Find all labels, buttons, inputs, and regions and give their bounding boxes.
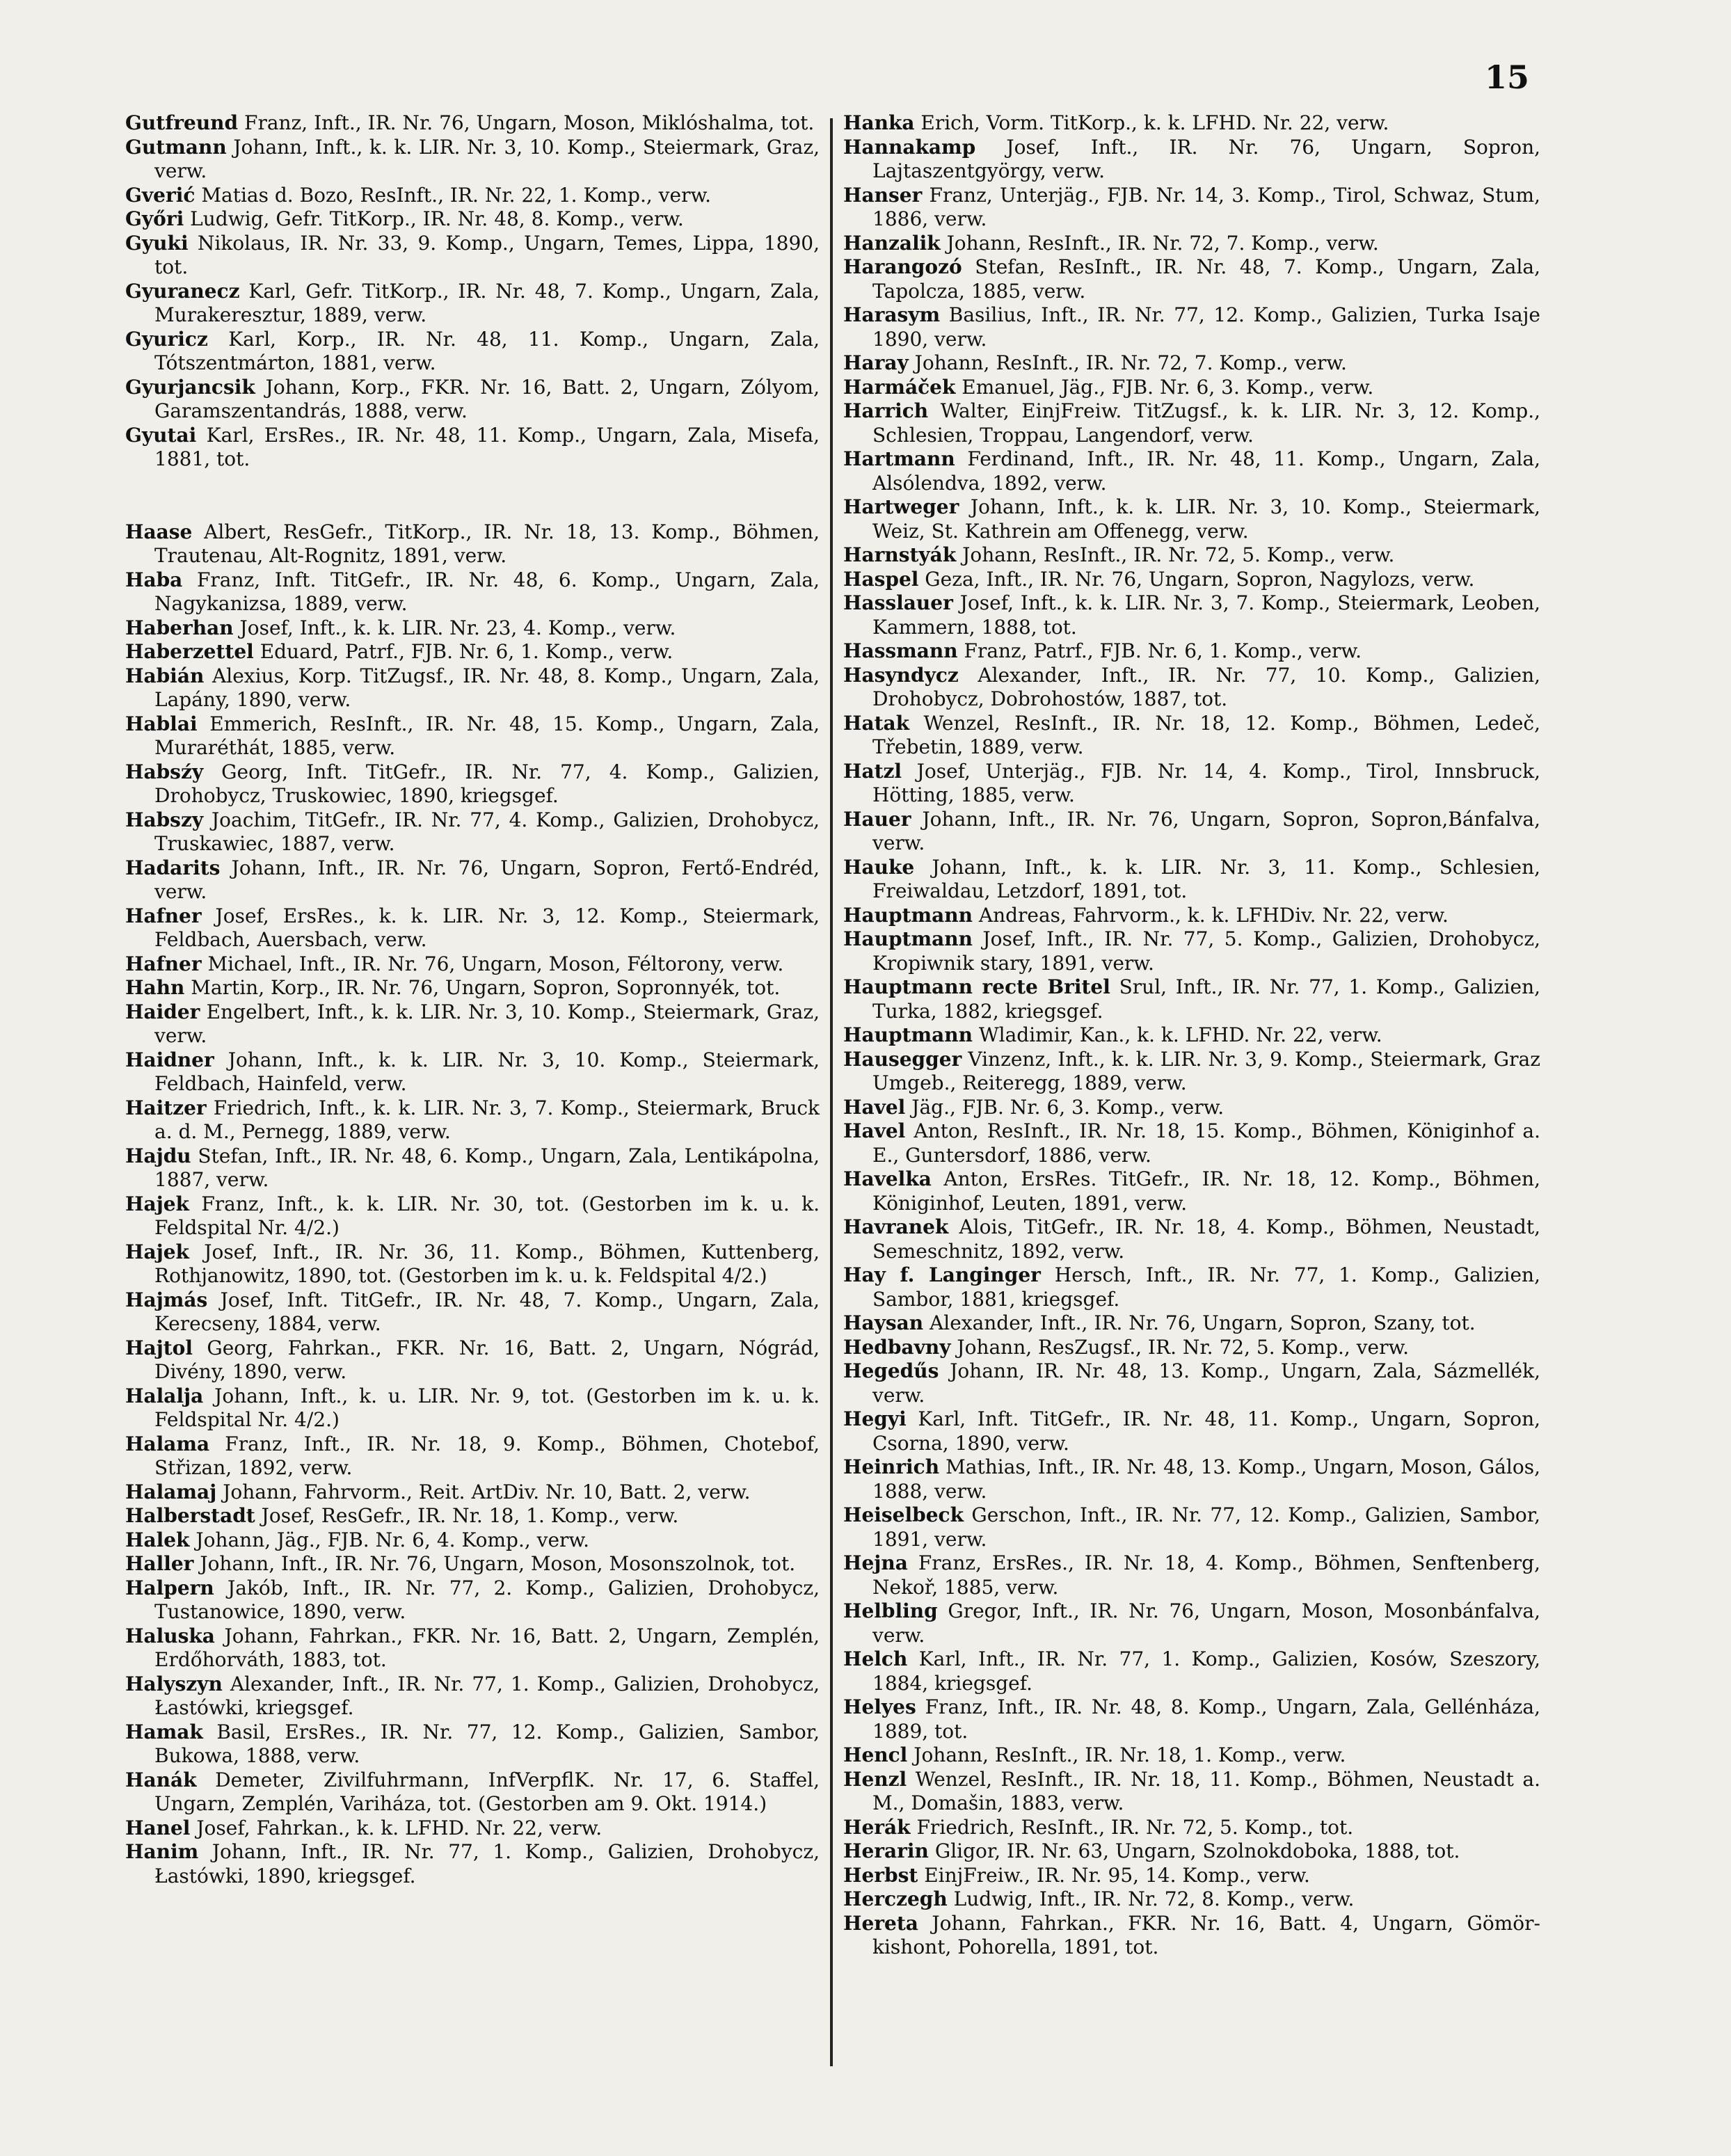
column-divider (830, 118, 833, 2066)
entry-text: Johann, Korp., FKR. Nr. 16, Batt. 2, Ungarn, Zólyom, Garamszentandrás, 1888, verw. (154, 375, 820, 422)
entry-text: Ferdinand, Inft., IR. Nr. 48, 11. Komp., Ungarn, Zala, Alsólendva, 1892, verw. (872, 447, 1540, 495)
entry (843, 1816, 1540, 1840)
entry-text: Josef, ResGefr., IR. Nr. 18, 1. Komp., verw. (261, 1504, 679, 1527)
entry (843, 568, 1540, 592)
entry-text: Franz, Inft., IR. Nr. 76, Ungarn, Moson, Miklóshalma, tot. (244, 111, 815, 134)
entry (843, 1336, 1540, 1360)
entry-name: Haase (125, 520, 193, 543)
entry-name: Halama (125, 1432, 210, 1455)
entry (125, 952, 820, 977)
entry (843, 255, 1540, 303)
entry-name: Halalja (125, 1384, 204, 1407)
entry (125, 1504, 820, 1528)
entry-text: Josef, Inft., IR. Nr. 76, Ungarn, Sopron, Lajtaszentgyörgy, verw. (872, 135, 1541, 182)
entry (843, 1359, 1540, 1407)
entry (843, 232, 1540, 256)
entry (843, 351, 1540, 376)
entry (843, 1768, 1540, 1816)
entry (125, 1432, 820, 1480)
entry (125, 1240, 820, 1288)
entry-name: Halek (125, 1528, 190, 1551)
entry (843, 1912, 1540, 1960)
entry-name: Hauptmann recte Britel (843, 975, 1110, 998)
entry (843, 591, 1540, 639)
entry (125, 1624, 820, 1672)
entry-text: Johann, ResInft., IR. Nr. 18, 1. Komp., verw. (914, 1743, 1346, 1766)
entry-text: Johann, ResInft., IR. Nr. 72, 5. Komp., verw. (962, 543, 1395, 566)
entry-name: Haspel (843, 567, 919, 591)
entry-name: Hauptmann (843, 1023, 973, 1046)
entry-name: Hamak (125, 1720, 203, 1743)
entry (843, 111, 1540, 136)
section-gap (125, 472, 820, 520)
entry-text: Anton, ErsRes. TitGefr., IR. Nr. 18, 12. Komp., Böhmen, Königinhof, Leuten, 1891, verw. (872, 1167, 1540, 1215)
entry (843, 399, 1540, 447)
entry (843, 1887, 1540, 1912)
entry-name: Habsźy (125, 760, 204, 783)
entry (125, 1528, 820, 1553)
entry (125, 1552, 820, 1576)
entry (843, 1263, 1540, 1311)
entry-text: Johann, Inft., k. u. LIR. Nr. 9, tot. (Gestorben im k. u. k. Feldspital Nr. 4/2.) (154, 1384, 820, 1431)
entry-text: Franz, Inft. TitGefr., IR. Nr. 48, 6. Komp., Ungarn, Zala, Nagykanizsa, 1889, verw. (154, 568, 820, 615)
entry (125, 520, 820, 568)
entry (125, 1192, 820, 1240)
entry (843, 1599, 1540, 1647)
entry (843, 303, 1540, 351)
entry-text: Johann, Inft., k. k. LIR. Nr. 3, 10. Komp., Steiermark, Graz, verw. (154, 135, 820, 182)
entry-name: Halamaj (125, 1480, 217, 1503)
entry (125, 232, 820, 280)
entry-name: Hablai (125, 712, 198, 735)
entry-name: Hahn (125, 976, 185, 999)
entry (843, 1503, 1540, 1551)
entry-text: Ludwig, Gefr. TitKorp., IR. Nr. 48, 8. Komp., verw. (190, 207, 684, 230)
entry (843, 975, 1540, 1023)
entry-name: Hegedűs (843, 1359, 939, 1382)
entry-text: Alexander, Inft., IR. Nr. 76, Ungarn, Sopron, Szany, tot. (930, 1311, 1476, 1334)
entry-text: Johann, ResInft., IR. Nr. 72, 7. Komp., verw. (946, 231, 1379, 255)
entry-name: Heiselbeck (843, 1503, 964, 1526)
entry-text: Johann, Inft., IR. Nr. 76, Ungarn, Sopron, Fertő-Endréd, verw. (154, 856, 820, 903)
entry-text: Franz, Patrf., FJB. Nr. 6, 1. Komp., verw. (964, 639, 1362, 662)
entry-name: Haluska (125, 1624, 215, 1647)
entry-text: Karl, ErsRes., IR. Nr. 48, 11. Komp., Ungarn, Zala, Misefa, 1881, tot. (154, 423, 820, 470)
entry-name: Hasyndycz (843, 663, 959, 687)
entry (125, 1816, 820, 1841)
entry (843, 1695, 1540, 1743)
entry-name: Herák (843, 1815, 911, 1839)
entry-name: Hanser (843, 183, 923, 207)
entry-text: Alexius, Korp. TitZugsf., IR. Nr. 48, 8. Komp., Ungarn, Zala, Lapány, 1890, verw. (154, 664, 820, 711)
entry-text: Karl, Korp., IR. Nr. 48, 11. Komp., Ungarn, Zala, Tótszentmárton, 1881, verw. (154, 327, 820, 374)
entry (843, 1407, 1540, 1455)
entry-name: Herbst (843, 1863, 918, 1887)
entry-text: Jakób, Inft., IR. Nr. 77, 2. Komp., Galizien, Drohobycz, Tustanowice, 1890, verw. (154, 1576, 820, 1623)
entry-text: Anton, ResInft., IR. Nr. 18, 15. Komp., Böhmen, Königinhof a. E., Guntersdorf, 1886, verw. (872, 1119, 1540, 1167)
entry-text: Johann, Inft., IR. Nr. 77, 1. Komp., Galizien, Drohobycz, Łastówki, 1890, kriegsgef. (154, 1840, 820, 1887)
entry-text: Johann, ResInft., IR. Nr. 72, 7. Komp., verw. (914, 351, 1347, 374)
entry-name: Harrich (843, 399, 929, 422)
entry (843, 1215, 1540, 1263)
entry (125, 1096, 820, 1144)
entry-text: Friedrich, Inft., k. k. LIR. Nr. 3, 7. Komp., Steiermark, Bruck a. d. M., Pernegg, 1889, verw. (154, 1096, 820, 1143)
entry-text: Gerschon, Inft., IR. Nr. 77, 12. Komp., Galizien, Sambor, 1891, verw. (872, 1503, 1540, 1551)
entry (843, 1647, 1540, 1695)
entry-name: Hereta (843, 1911, 918, 1935)
entry-text: Gligor, IR. Nr. 63, Ungarn, Szolnokdoboka, 1888, tot. (934, 1839, 1460, 1862)
entry-text: Eduard, Patrf., FJB. Nr. 6, 1. Komp., verw. (260, 640, 673, 663)
entry-name: Herczegh (843, 1887, 948, 1910)
entry-text: Franz, ErsRes., IR. Nr. 18, 4. Komp., Böhmen, Senftenberg, Nekoř, 1885, verw. (872, 1551, 1540, 1599)
entry-name: Haidner (125, 1048, 214, 1071)
entry (125, 1840, 820, 1888)
entry-name: Hajdu (125, 1144, 191, 1167)
entry-name: Hassmann (843, 639, 958, 662)
entry (125, 976, 820, 1000)
entry-name: Hanák (125, 1768, 197, 1791)
entry (843, 1096, 1540, 1120)
entry-text: Andreas, Fahrvorm., k. k. LFHDiv. Nr. 22, verw. (978, 903, 1449, 927)
entry-text: EinjFreiw., IR. Nr. 95, 14. Komp., verw. (924, 1863, 1310, 1887)
entry (125, 136, 820, 184)
entry-name: Haberhan (125, 616, 234, 639)
entry-name: Hannakamp (843, 135, 976, 159)
entry-name: Hegyi (843, 1407, 907, 1430)
entry (125, 808, 820, 856)
entry-name: Hajek (125, 1192, 189, 1215)
entry-name: Helch (843, 1647, 908, 1670)
entry (125, 376, 820, 424)
entry-text: Franz, Inft., k. k. LIR. Nr. 30, tot. (Gestorben im k. u. k. Feldspital Nr. 4/2.) (154, 1192, 820, 1239)
entry (125, 760, 820, 808)
entry-name: Haba (125, 568, 183, 591)
entry-text: Albert, ResGefr., TitKorp., IR. Nr. 18, 13. Komp., Böhmen, Trautenau, Alt-Rognitz, 1891, verw. (154, 520, 820, 567)
entry (125, 904, 820, 952)
entry-name: Hatzl (843, 759, 902, 783)
entry (125, 568, 820, 616)
entry (843, 1864, 1540, 1888)
entry (125, 328, 820, 376)
entry (843, 1048, 1540, 1096)
entry-name: Gyutai (125, 423, 197, 447)
entry (843, 927, 1540, 975)
entry-text: Josef, Inft. TitGefr., IR. Nr. 48, 7. Komp., Ungarn, Zala, Kerecseny, 1884, verw. (154, 1288, 820, 1335)
entry-text: Josef, Inft., k. k. LIR. Nr. 3, 7. Komp., Steiermark, Leoben, Kammern, 1888, tot. (872, 591, 1541, 639)
entry-text: Georg, Fahrkan., FKR. Nr. 16, Batt. 2, Ungarn, Nógrád, Divény, 1890, verw. (154, 1336, 820, 1383)
entry-name: Havel (843, 1095, 906, 1119)
entry (843, 376, 1540, 400)
entry-text: Josef, Inft., k. k. LIR. Nr. 23, 4. Komp., verw. (239, 616, 676, 639)
entry-name: Harasym (843, 303, 941, 326)
entry (843, 904, 1540, 928)
entry (843, 1119, 1540, 1167)
entry-name: Hajtol (125, 1336, 193, 1359)
entry (843, 136, 1540, 184)
entry-text: Matias d. Bozo, ResInft., IR. Nr. 22, 1. Komp., verw. (201, 183, 711, 207)
entry (843, 543, 1540, 568)
entry-text: Johann, Fahrkan., FKR. Nr. 16, Batt. 2, Ungarn, Zemplén, Erdőhorváth, 1883, tot. (154, 1624, 820, 1671)
entry-text: Franz, Inft., IR. Nr. 48, 8. Komp., Ungarn, Zala, Gellénháza, 1889, tot. (872, 1695, 1541, 1743)
left-column (125, 111, 820, 1888)
entry-text: Johann, Inft., IR. Nr. 76, Ungarn, Sopron, Sopron,Bánfalva, verw. (872, 807, 1540, 854)
entry (843, 808, 1540, 856)
right-column (843, 111, 1540, 1960)
entry (125, 856, 820, 904)
entry-name: Hartmann (843, 447, 955, 470)
entry-name: Hanzalik (843, 231, 941, 255)
entry-name: Gutfreund (125, 111, 239, 134)
entry-name: Hauptmann (843, 927, 973, 950)
entry-name: Haray (843, 351, 909, 374)
entry-text: Franz, Unterjäg., FJB. Nr. 14, 3. Komp., Tirol, Schwaz, Stum, 1886, verw. (872, 183, 1540, 230)
entry-name: Halpern (125, 1576, 214, 1599)
entry-name: Hejna (843, 1551, 908, 1574)
entry-name: Hafner (125, 952, 202, 975)
entry-text: Karl, Inft., IR. Nr. 77, 1. Komp., Galizien, Kosów, Szeszory, 1884, kriegsgef. (872, 1647, 1540, 1695)
entry (125, 1480, 820, 1505)
entry-text: Erich, Vorm. TitKorp., k. k. LFHD. Nr. 22, verw. (920, 111, 1389, 134)
entry-text: Joachim, TitGefr., IR. Nr. 77, 4. Komp., Galizien, Drohobycz, Truskawiec, 1887, verw. (154, 808, 820, 855)
entry-text: Michael, Inft., IR. Nr. 76, Ungarn, Moson, Féltorony, verw. (207, 952, 784, 975)
entry-text: Walter, EinjFreiw. TitZugsf., k. k. LIR. Nr. 3, 12. Komp., Schlesien, Troppau, Langendorf, verw. (872, 399, 1541, 447)
entry-name: Haberzettel (125, 640, 254, 663)
entry-text: Josef, Inft., IR. Nr. 77, 5. Komp., Galizien, Drohobycz, Kropiwnik stary, 1891, verw. (872, 927, 1541, 975)
entry (125, 1720, 820, 1768)
entry-name: Hedbavny (843, 1335, 951, 1359)
entry-text: Jäg., FJB. Nr. 6, 3. Komp., verw. (911, 1095, 1225, 1119)
entry (843, 1455, 1540, 1503)
entry-name: Hatak (843, 711, 910, 735)
entry-name: Haitzer (125, 1096, 207, 1119)
entry (125, 424, 820, 472)
entry-text: Johann, Jäg., FJB. Nr. 6, 4. Komp., verw. (196, 1528, 589, 1551)
entry-name: Helyes (843, 1695, 916, 1718)
entry-name: Harangozó (843, 255, 962, 278)
entry-name: Havranek (843, 1215, 949, 1238)
entry-name: Gverić (125, 183, 196, 207)
entry-text: Emmerich, ResInft., IR. Nr. 48, 15. Komp., Ungarn, Zala, Muraréthát, 1885, verw. (154, 712, 820, 759)
entry-name: Hartweger (843, 495, 959, 518)
entry-text: Josef, Fahrkan., k. k. LFHD. Nr. 22, verw. (196, 1816, 603, 1839)
entry-text: Stefan, Inft., IR. Nr. 48, 6. Komp., Ungarn, Zala, Lentikápolna, 1887, verw. (154, 1144, 820, 1191)
entry (125, 207, 820, 232)
entry-text: Karl, Inft. TitGefr., IR. Nr. 48, 11. Komp., Ungarn, Sopron, Csorna, 1890, verw. (872, 1407, 1541, 1455)
entry-text: Nikolaus, IR. Nr. 33, 9. Komp., Ungarn, Temes, Lippa, 1890, tot. (154, 231, 820, 278)
entry (125, 664, 820, 712)
entry-text: Emanuel, Jäg., FJB. Nr. 6, 3. Komp., verw. (962, 375, 1374, 399)
entry-name: Herarin (843, 1839, 929, 1862)
entry (843, 447, 1540, 495)
entry-text: Johann, Inft., k. k. LIR. Nr. 3, 10. Komp., Steiermark, Weiz, St. Kathrein am Offenegg, verw. (872, 495, 1541, 543)
entry-name: Hajek (125, 1240, 189, 1263)
entry-text: Josef, ErsRes., k. k. LIR. Nr. 3, 12. Komp., Steiermark, Feldbach, Auersbach, verw. (154, 904, 820, 951)
entry (125, 1336, 820, 1384)
entry-text: Engelbert, Inft., k. k. LIR. Nr. 3, 10. Komp., Steiermark, Graz, verw. (154, 1000, 820, 1047)
entry-text: Wladimir, Kan., k. k. LFHD. Nr. 22, verw. (978, 1023, 1382, 1046)
entry-name: Hanim (125, 1840, 199, 1863)
entry-name: Harnstyák (843, 543, 957, 566)
entry (125, 1672, 820, 1720)
entry-name: Haysan (843, 1311, 924, 1334)
entry-text: Georg, Inft. TitGefr., IR. Nr. 77, 4. Komp., Galizien, Drohobycz, Truskowiec, 1890, kriegsgef. (154, 760, 820, 807)
entry (125, 1576, 820, 1624)
entry-text: Karl, Gefr. TitKorp., IR. Nr. 48, 7. Komp., Ungarn, Zala, Murakeresztur, 1889, verw. (154, 279, 820, 326)
entry-text: Basilius, Inft., IR. Nr. 77, 12. Komp., Galizien, Turka Isaje 1890, verw. (872, 303, 1541, 351)
entry-name: Havel (843, 1119, 906, 1142)
entry (125, 1048, 820, 1096)
entry (125, 1768, 820, 1816)
entry-name: Harmáček (843, 375, 956, 399)
entry (843, 856, 1540, 904)
entry-name: Hencl (843, 1743, 908, 1766)
entry (843, 760, 1540, 808)
entry-name: Hauke (843, 855, 915, 879)
entry-name: Halberstadt (125, 1504, 255, 1527)
entry (125, 1000, 820, 1048)
entry-name: Hauer (843, 807, 911, 831)
entry-text: Wenzel, ResInft., IR. Nr. 18, 12. Komp., Böhmen, Ledeč, Třebetin, 1889, verw. (872, 711, 1540, 758)
entry-name: Hay f. Langinger (843, 1263, 1041, 1286)
entry-text: Basil, ErsRes., IR. Nr. 77, 12. Komp., Galizien, Sambor, Bukowa, 1888, verw. (154, 1720, 820, 1767)
entry (125, 184, 820, 208)
entry-text: Vinzenz, Inft., k. k. LIR. Nr. 3, 9. Komp., Steiermark, Graz Umgeb., Reiteregg, 1889, verw. (872, 1047, 1541, 1094)
entry (843, 712, 1540, 760)
entry (843, 1167, 1540, 1215)
entry-name: Habián (125, 664, 205, 687)
entry-text: Srul, Inft., IR. Nr. 77, 1. Komp., Galizien, Turka, 1882, kriegsgef. (872, 975, 1541, 1023)
entry-text: Johann, Inft., k. k. LIR. Nr. 3, 10. Komp., Steiermark, Feldbach, Hainfeld, verw. (154, 1048, 820, 1095)
entry-text: Gregor, Inft., IR. Nr. 76, Ungarn, Moson, Mosonbánfalva, verw. (872, 1599, 1540, 1647)
entry (843, 639, 1540, 664)
entry-text: Stefan, ResInft., IR. Nr. 48, 7. Komp., Ungarn, Zala, Tapolcza, 1885, verw. (872, 255, 1540, 303)
page-number: 15 (1484, 58, 1529, 96)
entry-name: Hajmás (125, 1288, 208, 1311)
entry-text: Demeter, Zivilfuhrmann, InfVerpflK. Nr. 17, 6. Staffel, Ungarn, Zemplén, Variháza, tot. (Gestorben am 9. Okt. 1914.) (154, 1768, 820, 1815)
entry-name: Hanel (125, 1816, 191, 1839)
entry (125, 1144, 820, 1192)
entry-name: Hausegger (843, 1047, 962, 1071)
entry-text: Johann, Inft., k. k. LIR. Nr. 3, 11. Komp., Schlesien, Freiwaldau, Letzdorf, 1891, tot. (872, 855, 1541, 902)
entry (125, 712, 820, 760)
entry (125, 640, 820, 664)
entry-name: Gyuranecz (125, 279, 240, 303)
entry (843, 1023, 1540, 1048)
entry (843, 184, 1540, 232)
entry (843, 495, 1540, 543)
entry-name: Helbling (843, 1599, 938, 1622)
entry (843, 1551, 1540, 1599)
entry (125, 111, 820, 136)
entry-text: Friedrich, ResInft., IR. Nr. 72, 5. Komp., tot. (916, 1815, 1354, 1839)
entry-name: Gutmann (125, 135, 227, 159)
entry (125, 1384, 820, 1432)
entry-name: Habszy (125, 808, 204, 831)
entry (125, 280, 820, 328)
entry-text: Wenzel, ResInft., IR. Nr. 18, 11. Komp., Böhmen, Neustadt a. M., Domašin, 1883, verw. (872, 1767, 1541, 1814)
entry-text: Franz, Inft., IR. Nr. 18, 9. Komp., Böhmen, Chotebof, Střizan, 1892, verw. (154, 1432, 820, 1479)
entry-text: Mathias, Inft., IR. Nr. 48, 13. Komp., Ungarn, Moson, Gálos, 1888, verw. (872, 1455, 1541, 1503)
entry-name: Hadarits (125, 856, 221, 879)
entry-name: Heinrich (843, 1455, 940, 1478)
entry-text: Johann, Fahrvorm., Reit. ArtDiv. Nr. 10, Batt. 2, verw. (223, 1480, 751, 1503)
entry (843, 1839, 1540, 1864)
entry-text: Johann, IR. Nr. 48, 13. Komp., Ungarn, Zala, Sázmellék, verw. (872, 1359, 1540, 1407)
entry-name: Gyurjancsik (125, 375, 255, 399)
entry-name: Gyuricz (125, 327, 208, 351)
entry-text: Alexander, Inft., IR. Nr. 77, 1. Komp., Galizien, Drohobycz, Łastówki, kriegsgef. (154, 1672, 820, 1719)
entry (843, 1743, 1540, 1768)
entry-name: Halyszyn (125, 1672, 223, 1695)
entry (125, 1288, 820, 1336)
entry-name: Haller (125, 1552, 194, 1575)
entry (843, 1311, 1540, 1336)
entry-name: Haider (125, 1000, 200, 1023)
entry-text: Geza, Inft., IR. Nr. 76, Ungarn, Sopron, Nagylozs, verw. (925, 567, 1475, 591)
entry-name: Havelka (843, 1167, 932, 1190)
entry-name: Győri (125, 207, 184, 230)
entry-text: Josef, Inft., IR. Nr. 36, 11. Komp., Böhmen, Kuttenberg, Rothjanowitz, 1890, tot. (Gestorben im k. u. k. Feldspital 4/2.) (154, 1240, 820, 1287)
entry-name: Hauptmann (843, 903, 973, 927)
entry-text: Josef, Unterjäg., FJB. Nr. 14, 4. Komp., Tirol, Innsbruck, Hötting, 1885, verw. (872, 759, 1540, 806)
entry-text: Johann, Fahrkan., FKR. Nr. 16, Batt. 4, Ungarn, Gömör-kishont, Pohorella, 1891, tot. (872, 1911, 1540, 1958)
entry-name: Hasslauer (843, 591, 953, 614)
entry-text: Johann, Inft., IR. Nr. 76, Ungarn, Moson, Mosonszolnok, tot. (200, 1552, 796, 1575)
entry-text: Alois, TitGefr., IR. Nr. 18, 4. Komp., Böhmen, Neustadt, Semeschnitz, 1892, verw. (872, 1215, 1540, 1263)
entry-name: Hafner (125, 904, 202, 927)
entry-name: Hanka (843, 111, 915, 134)
entry-text: Alexander, Inft., IR. Nr. 77, 10. Komp., Galizien, Drohobycz, Dobrohostów, 1887, tot. (872, 663, 1540, 710)
entry-text: Johann, ResZugsf., IR. Nr. 72, 5. Komp., verw. (957, 1335, 1410, 1359)
entry (843, 664, 1540, 712)
entry-name: Henzl (843, 1767, 907, 1791)
entry-text: Ludwig, Inft., IR. Nr. 72, 8. Komp., verw. (953, 1887, 1355, 1910)
entry-text: Martin, Korp., IR. Nr. 76, Ungarn, Sopron, Sopronnyék, tot. (191, 976, 781, 999)
entry-name: Gyuki (125, 231, 189, 255)
entry-text: Hersch, Inft., IR. Nr. 77, 1. Komp., Galizien, Sambor, 1881, kriegsgef. (872, 1263, 1540, 1311)
entry (125, 616, 820, 641)
